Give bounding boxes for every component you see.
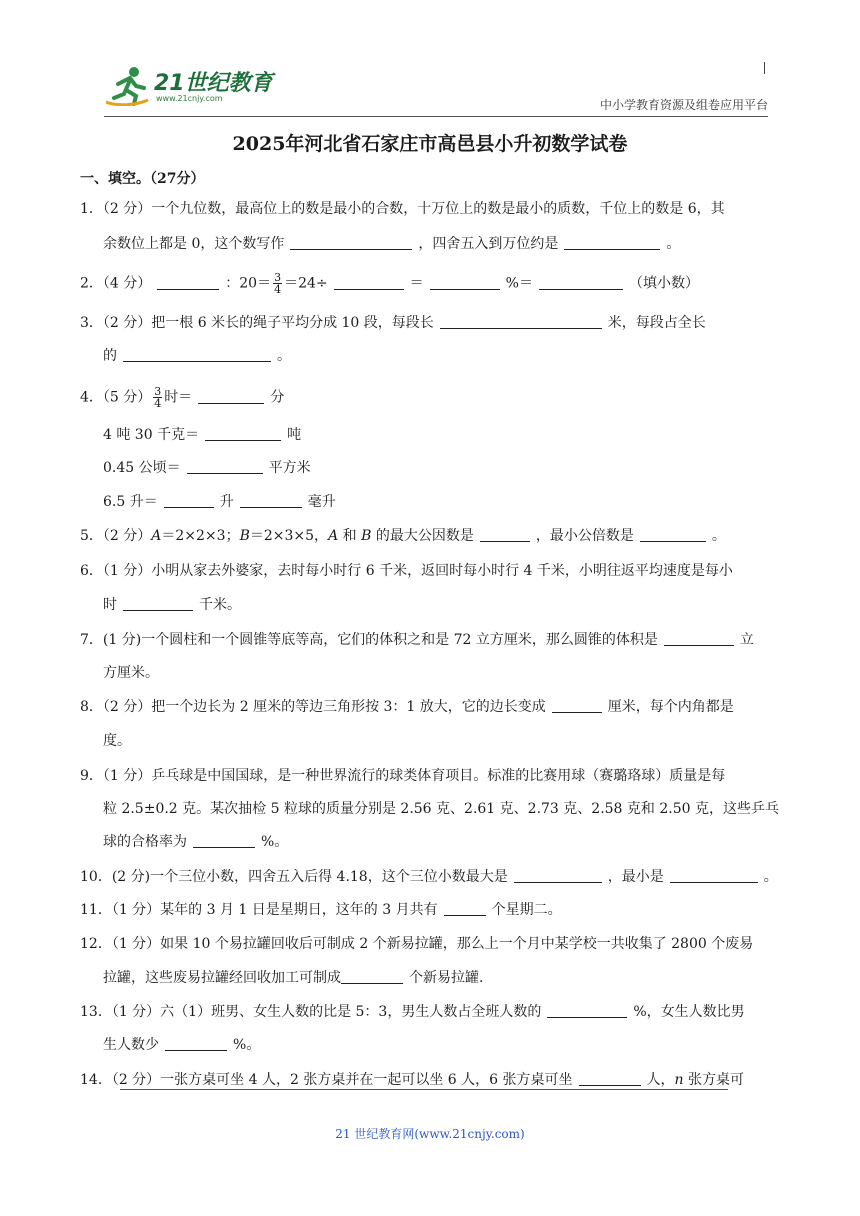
answer-blank[interactable] [123, 347, 271, 362]
answer-blank[interactable] [514, 868, 602, 883]
question-1-line-1: 1．（2 分）一个九位数，最高位上的数是最小的合数，十万位上的数是最小的质数，千位上的数是 6，其 [80, 201, 725, 217]
question-14-line-1: 14．（2 分）一张方桌可坐 4 人，2 张方桌并在一起可以坐 6 人，6 张方桌可坐 人，n 张方桌可 [80, 1072, 744, 1088]
answer-blank[interactable] [240, 493, 302, 508]
question-9-line-3: 球的合格率为 %。 [103, 834, 289, 850]
logo-url: www.21cnjy.com [156, 94, 223, 103]
question-8-line-2: 度。 [103, 733, 131, 749]
header-tick [764, 62, 765, 74]
answer-blank[interactable] [341, 969, 403, 984]
answer-blank[interactable] [444, 901, 486, 916]
question-4-line-3: 0.45 公顷＝ 平方米 [103, 460, 311, 476]
question-7-line-2: 方厘米。 [103, 665, 159, 681]
logo [104, 64, 284, 110]
question-4-line-2: 4 吨 30 千克＝ 吨 [103, 427, 302, 443]
question-3-line-2: 的 。 [103, 348, 291, 364]
question-12-line-1: 12．（1 分）如果 10 个易拉罐回收后可制成 2 个新易拉罐，那么上一个月中某学校一共收集了 2800 个废易 [80, 936, 754, 952]
question-6-line-1: 6．（1 分）小明从家去外婆家，去时每小时行 6 千米，返回时每小时行 4 千米，小明往返平均速度是每小 [80, 563, 733, 579]
answer-blank[interactable] [193, 833, 255, 848]
question-13-line-1: 13．（1 分）六（1）班男、女生人数的比是 5：3，男生人数占全班人数的 %，女生人数比男 [80, 1004, 745, 1020]
answer-blank[interactable] [123, 596, 193, 611]
fraction: $\frac{3}{4}$ [154, 385, 162, 410]
question-5: 5．（2 分）A＝2×2×3；B＝2×3×5，A 和 B 的最大公因数是 ，最小公倍数是 。 [80, 528, 726, 544]
answer-blank[interactable] [539, 275, 623, 290]
answer-blank[interactable] [165, 1036, 227, 1051]
answer-blank[interactable] [187, 459, 263, 474]
answer-blank[interactable] [198, 389, 264, 404]
answer-blank[interactable] [334, 275, 404, 290]
question-13-line-2: 生人数少 %。 [103, 1037, 261, 1053]
question-12-line-2: 拉罐，这些废易拉罐经回收加工可制成 个新易拉罐. [103, 970, 484, 986]
footer-source: 21 世纪教育网(www.21cnjy.com) [335, 1127, 525, 1141]
answer-blank[interactable] [290, 235, 412, 250]
fraction: $\frac{3}{4}$ [274, 271, 282, 296]
answer-blank[interactable] [547, 1003, 627, 1018]
answer-blank[interactable] [640, 527, 706, 542]
section-heading: 一、填空。（27分） [80, 171, 205, 187]
footer-divider [120, 1089, 728, 1090]
answer-blank[interactable] [480, 527, 530, 542]
header-divider [104, 116, 768, 117]
question-4-line-4: 6.5 升＝ 升 毫升 [103, 494, 336, 510]
question-10: 10．(2 分)一个三位小数，四舍五入后得 4.18，这个三位小数最大是 ，最小是 。 [80, 869, 778, 885]
answer-blank[interactable] [579, 1071, 641, 1086]
answer-blank[interactable] [157, 275, 219, 290]
answer-blank[interactable] [564, 235, 660, 250]
answer-blank[interactable] [440, 314, 602, 329]
answer-blank[interactable] [205, 426, 281, 441]
answer-blank[interactable] [664, 631, 734, 646]
question-8-line-1: 8．（2 分）把一个边长为 2 厘米的等边三角形按 3：1 放大，它的边长变成 厘米，每个内角都是 [80, 699, 734, 715]
answer-blank[interactable] [670, 868, 758, 883]
answer-blank[interactable] [552, 698, 602, 713]
answer-blank[interactable] [430, 275, 500, 290]
question-9-line-1: 9．（1 分）乒乓球是中国国球，是一种世界流行的球类体育项目。标准的比赛用球（赛璐珞球）质量是每 [80, 768, 726, 784]
question-7-line-1: 7．(1 分)一个圆柱和一个圆锥等底等高，它们的体积之和是 72 立方厘米，那么圆锥的体积是 立 [80, 632, 754, 648]
question-2: 2．（4 分） ：20＝ $\frac{3}{4}$ ＝24÷ ＝ %＝ （填小数） [80, 271, 699, 296]
answer-blank[interactable] [164, 493, 214, 508]
logo-text: 21世纪教育 [154, 71, 273, 96]
question-1-line-2: 余数位上都是 0，这个数写作 ，四舍五入到万位约是 。 [103, 236, 681, 252]
question-9-line-2: 粒 2.5±0.2 克。某次抽检 5 粒球的质量分别是 2.56 克、2.61 克、2.73 克、2.58 克和 2.50 克，这些乒乓 [103, 801, 779, 817]
question-4-line-1: 4．（5 分） $\frac{3}{4}$ 时＝ 分 [80, 385, 285, 410]
runner-icon [104, 64, 150, 106]
question-3-line-1: 3．（2 分）把一根 6 米长的绳子平均分成 10 段，每段长 米，每段占全长 [80, 315, 706, 331]
question-6-line-2: 时 千米。 [103, 597, 241, 613]
platform-label: 中小学教育资源及组卷应用平台 [599, 98, 768, 112]
question-11: 11．（1 分）某年的 3 月 1 日是星期日，这年的 3 月共有 个星期二。 [80, 902, 562, 918]
page-title: 2025年河北省石家庄市高邑县小升初数学试卷 [232, 133, 628, 155]
